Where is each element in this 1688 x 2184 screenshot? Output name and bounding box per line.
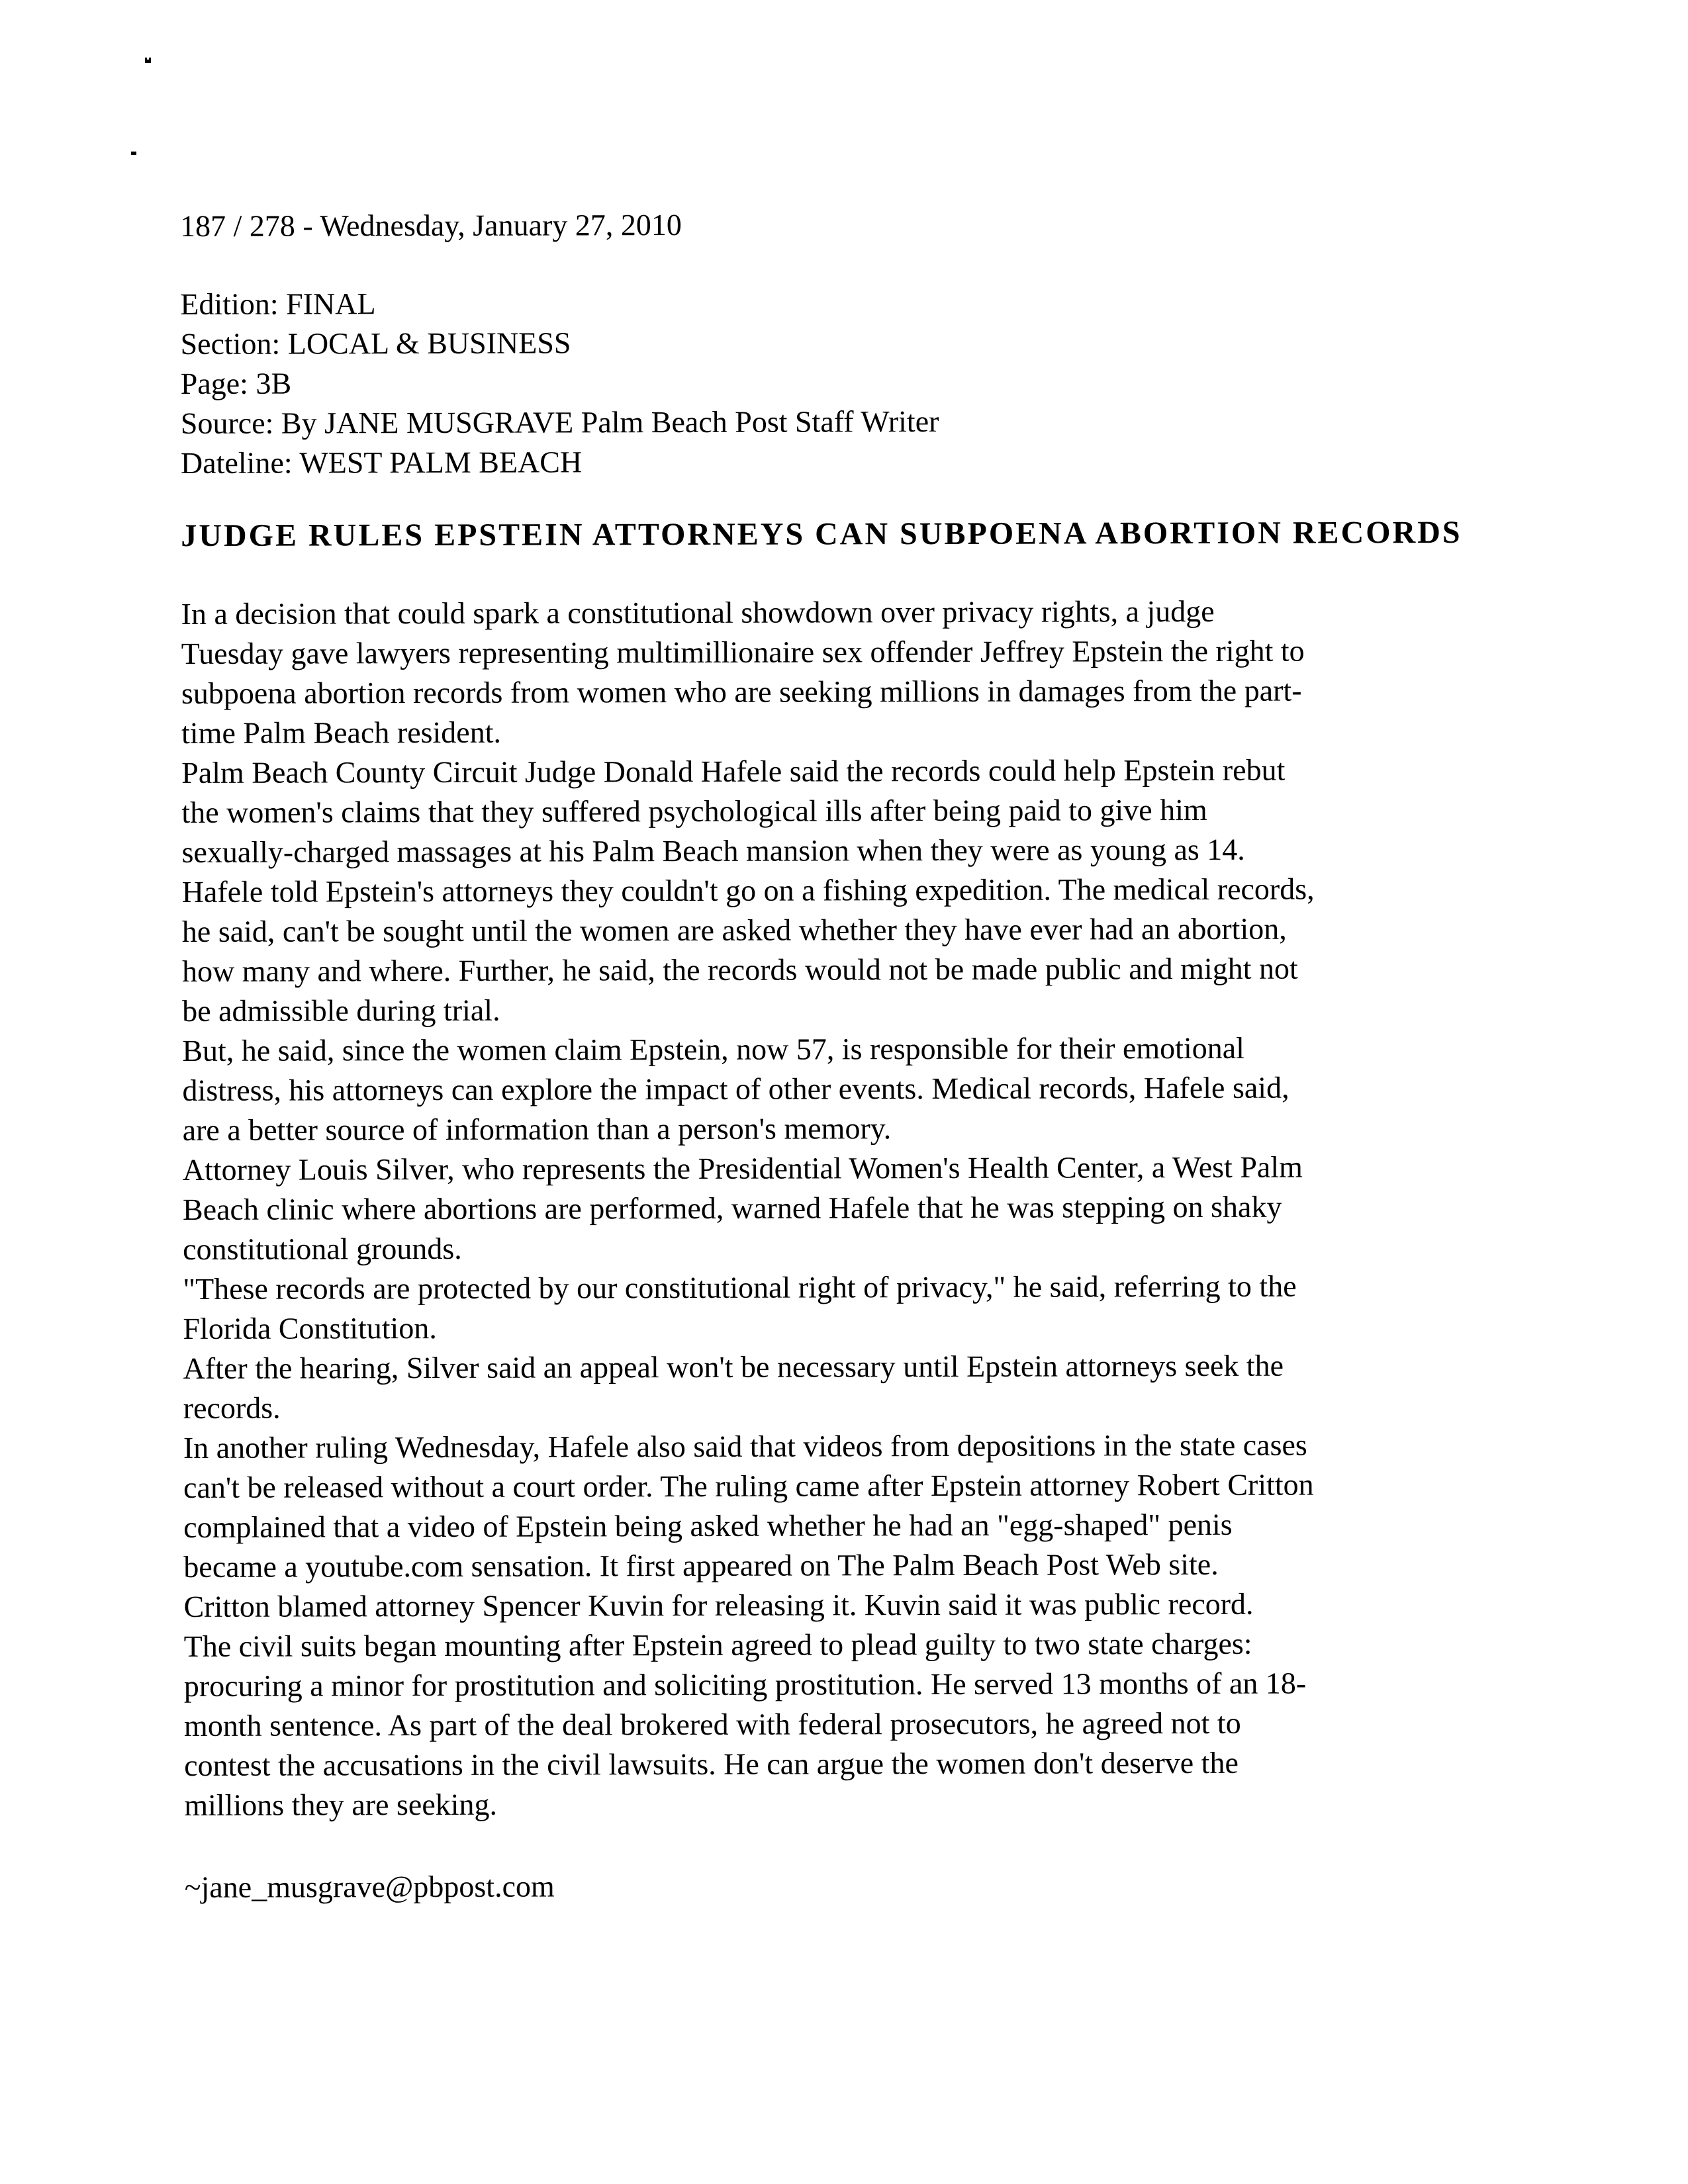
text-line: month sentence. As part of the deal brokered with federal prosecutors, he agreed not to [183, 1706, 1241, 1743]
text-line: In a decision that could spark a constitutional showdown over privacy rights, a judge [181, 594, 1215, 631]
article-headline: JUDGE RULES EPSTEIN ATTORNEYS CAN SUBPOENA ABORTION RECORDS [181, 514, 1462, 553]
text-line: subpoena abortion records from women who are seeking millions in damages from the part- [181, 673, 1302, 710]
text-line: complained that a video of Epstein being asked whether he had an "egg-shaped" penis [183, 1507, 1233, 1544]
text-line: The civil suits began mounting after Epstein agreed to plead guilty to two state charges: [183, 1626, 1252, 1663]
text-line: records. [183, 1390, 281, 1425]
article-paragraph [183, 1265, 1573, 1348]
text-line: Tuesday gave lawyers representing multimillionaire sex offender Jeffrey Epstein the right to [181, 633, 1305, 670]
text-line: how many and where. Further, he said, the records would not be made public and might not [181, 951, 1298, 988]
meta-section-line: Section: LOCAL & BUSINESS [180, 326, 571, 361]
text-line: sexually-charged massages at his Palm Beach mansion when they were as young as 14. [181, 832, 1245, 869]
text-line: Florida Constitution. [183, 1310, 437, 1345]
article-meta-block [180, 281, 1571, 483]
text-line: But, he said, since the women claim Epstein, now 57, is responsible for their emotional [182, 1030, 1244, 1068]
text-line: are a better source of information than a person's memory. [182, 1111, 892, 1147]
text-line: be admissible during trial. [182, 993, 500, 1028]
pagination-date-line: 187 / 278 - Wednesday, January 27, 2010 [180, 208, 682, 243]
scan-artifact-notched-dash [145, 58, 151, 63]
text-line: time Palm Beach resident. [181, 715, 502, 750]
article-body [181, 591, 1575, 1825]
meta-edition-line: Edition: FINAL [180, 287, 376, 321]
text-line: millions they are seeking. [184, 1787, 498, 1822]
meta-dateline-line: Dateline: WEST PALM BEACH [180, 445, 583, 480]
text-line: constitutional grounds. [183, 1231, 462, 1266]
text-line: After the hearing, Silver said an appeal won't be necessary until Epstein attorneys seek the [183, 1348, 1284, 1385]
article-paragraph [181, 749, 1571, 872]
text-line: Critton blamed attorney Spencer Kuvin for releasing it. Kuvin said it was public record. [183, 1586, 1254, 1623]
text-line: In another ruling Wednesday, Hafele also said that videos from depositions in the state cases [183, 1428, 1307, 1465]
meta-source-line: Source: By JANE MUSGRAVE Palm Beach Post Staff Writer [180, 404, 939, 440]
meta-page-line: Page: 3B [180, 366, 292, 400]
text-line: Palm Beach County Circuit Judge Donald Hafele said the records could help Epstein rebut [181, 752, 1286, 790]
text-line: procuring a minor for prostitution and soliciting prostitution. He served 13 months of an 18- [183, 1666, 1307, 1703]
article-paragraph [182, 1027, 1572, 1150]
article-paragraph [181, 591, 1572, 753]
author-email: ~jane_musgrave@pbpost.com [184, 1869, 555, 1904]
article-paragraph [184, 1623, 1575, 1825]
scan-artifact-small-dash [131, 152, 136, 155]
article-paragraph [183, 1583, 1573, 1626]
text-line: Hafele told Epstein's attorneys they couldn't go on a fishing expedition. The medical records, [181, 872, 1315, 909]
text-line: can't be released without a court order. The ruling came after Epstein attorney Robert Critton [183, 1467, 1314, 1504]
article-paragraph [183, 1146, 1573, 1269]
article-paragraph [183, 1345, 1573, 1428]
text-line: became a youtube.com sensation. It first appeared on The Palm Beach Post Web site. [183, 1547, 1219, 1584]
text-line: distress, his attorneys can explore the impact of other events. Medical records, Hafele said, [182, 1070, 1289, 1107]
text-line: the women's claims that they suffered psychological ills after being paid to give him [181, 792, 1207, 829]
article-content [180, 203, 1575, 1907]
text-line: "These records are protected by our constitutional right of privacy," he said, referring to the [183, 1269, 1297, 1306]
text-line: he said, can't be sought until the women are asked whether they have ever had an abortion, [181, 911, 1287, 948]
article-paragraph [183, 1424, 1574, 1586]
text-line: contest the accusations in the civil lawsuits. He can argue the women don't deserve the [184, 1745, 1239, 1782]
text-line: Attorney Louis Silver, who represents the Presidential Women's Health Center, a West Palm [182, 1150, 1303, 1187]
text-line: Beach clinic where abortions are performed, warned Hafele that he was stepping on shaky [182, 1189, 1282, 1226]
article-paragraph [182, 868, 1573, 1030]
